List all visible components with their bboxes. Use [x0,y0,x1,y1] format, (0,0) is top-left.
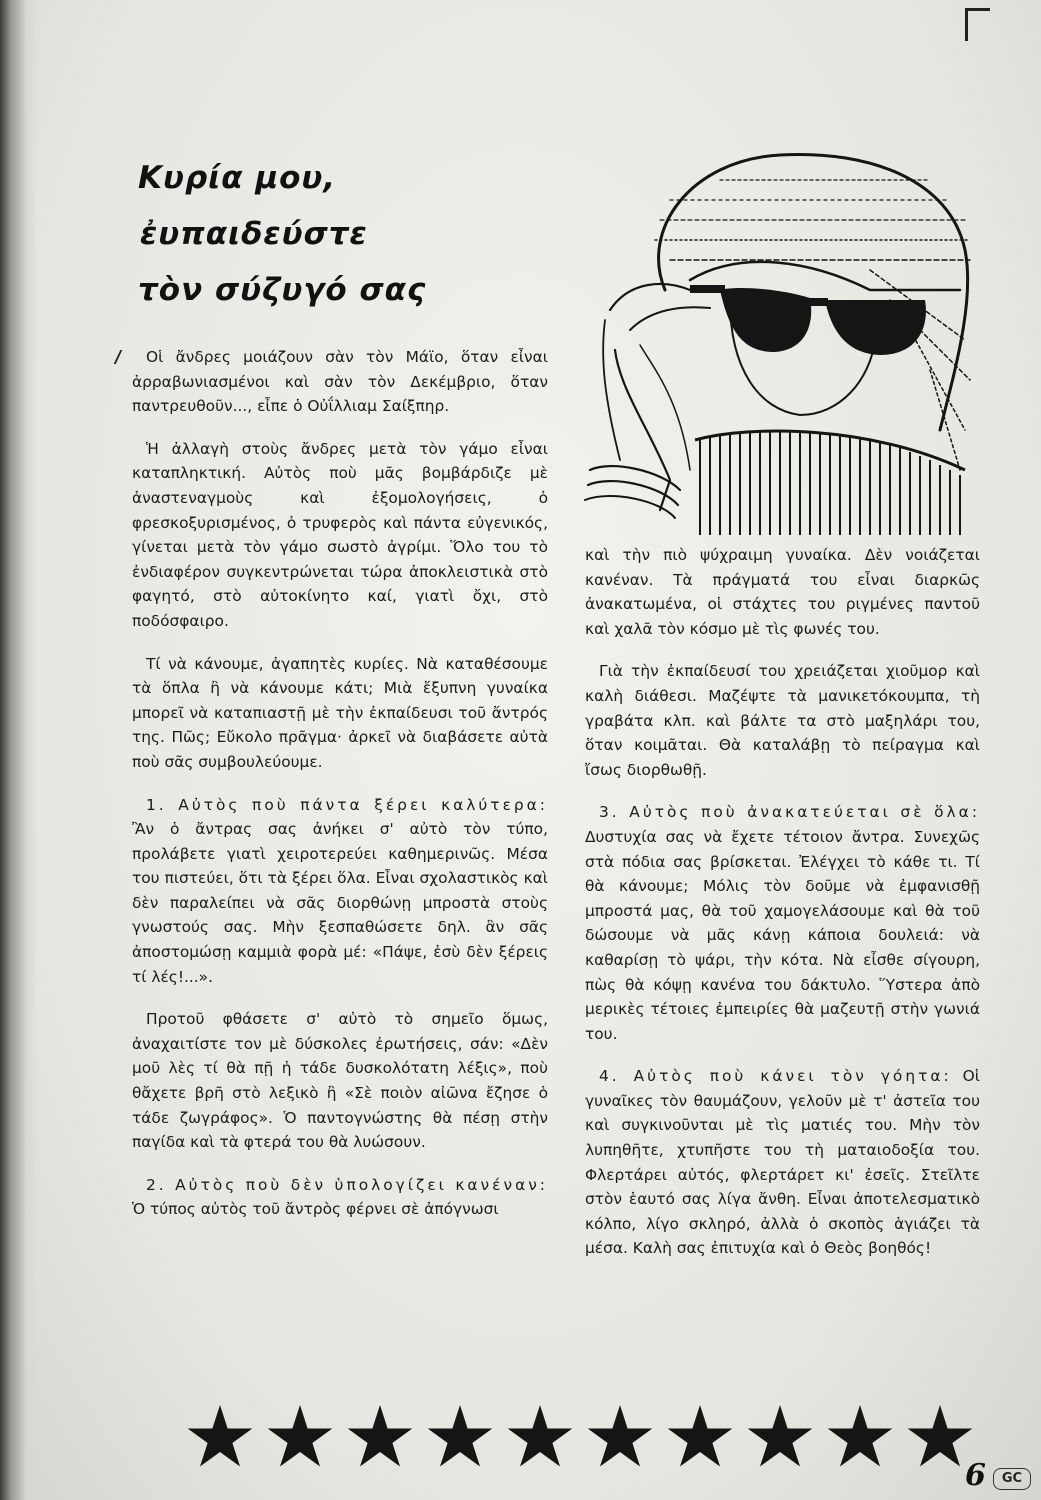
corner-mark [965,8,990,41]
intro-paragraph: Οἱ ἄνδρες μοιάζουν σὰν τὸν Μάϊο, ὅταν εἶναι ἀρραβωνιασμένοι καὶ σὰν τὸν Δεκέμβριο, ὅταν παντρευθοῦν..., εἶπε ὁ Οὐΐλλιαμ Σαίξπηρ. [132,348,548,416]
star-1 [188,1405,253,1467]
star-5 [508,1405,573,1467]
body-paragraph-3: Τί νὰ κάνουμε, ἀγαπητὲς κυρίες. Νὰ καταθέσουμε τὰ ὅπλα ἢ νὰ κάνουμε κάτι; Μιὰ ἔξυπνη γυναίκα μπορεῖ νὰ καταπιαστῇ μὲ τὴν ἐκπαίδευσι τοῦ ἄντρός της. Πῶς; Εὔκολο πρᾶγμα· ἀρκεῖ νὰ διαβάσετε αὐτὰ ποὺ σᾶς συμβουλεύουμε. [132,654,548,771]
section-1 [132,793,548,990]
star-9 [828,1405,893,1467]
star-4 [428,1405,493,1467]
section-2 [132,1173,548,1222]
section-2-heading: 2. Αὐτὸς ποὺ δὲν ὑπολογίζει κανέναν: [146,1175,548,1194]
star-10 [908,1405,973,1467]
star-border [180,1395,980,1475]
woman-sunglasses-illustration [570,140,980,540]
section-4 [585,1064,980,1261]
section-2-text: Ὁ τύπος αὐτὸς τοῦ ἄντρὸς φέρνει σὲ ἀπόγνωσι [132,1200,499,1219]
gc-logo: GC [993,1468,1031,1490]
page-edge-shadow [0,0,38,1500]
title-line-2: ἐυπαιδεύστε [140,216,368,252]
right-column [585,543,980,1279]
section-4-text: Οἱ γυναῖκες τὸν θαυμάζουν, γελοῦν μὲ τ' ἀστεῖα του καὶ συγκινοῦνται μὲ τὶς ματιές του. Μὴν τὸν λυπηθῆτε, χτυπῆστε του τὴ ματαιοδοξία του. Φλερτάρει αὐτός, φλερτάρετ κι' ἐσεῖς. Στεῖλτε στὸν ἑαυτό σας λίγα ἄνθη. Εἶναι ἀποτελεσματικὸ κόλπο, λίγο σκληρό, ἀλλὰ ὁ σκοπὸς ἁγιάζει τὰ μέσα. Καλὴ σας ἐπιτυχία καὶ ὁ Θεὸς βοηθός! [585,1067,980,1258]
paragraph-mark [114,350,131,364]
section-1-heading: 1. Αὐτὸς ποὺ πάντα ξέρει καλύτερα: [146,795,548,814]
section-3 [585,800,980,1046]
section-2-continued: καὶ τὴν πιὸ ψύχραιμη γυναίκα. Δὲν νοιάζεται κανέναν. Τὰ πράγματά του εἶναι διαρκῶς ἀνακατωμένα, οἱ στάχτες του ριγμένες παντοῦ καὶ χαλᾶ τὸν κόσμο μὲ τὶς φωνές του. [585,546,980,638]
section-1-text: Ἂν ὁ ἄντρας σας ἀνήκει σ' αὐτὸ τὸν τύπο, προλάβετε γιατὶ χειροτερεύει καθημερινῶς. Μέσα του πιστεύει, ὅτι τὰ ξέρει ὅλα. Εἶναι σχολαστικὸς καὶ δὲν παραλείπει νὰ σᾶς διορθώνῃ μπροστὰ στοὺς γνωστούς σας. Μὴν ξεσπαθώσετε δηλ. ἂν σᾶς ἀποστομώσῃ καμμιὰ φορὰ μέ: «Πάψε, ἐσὺ δὲν ξέρεις τί λές!...». [132,820,548,986]
section-3-text: Δυστυχία σας νὰ ἔχετε τέτοιον ἄντρα. Συνεχῶς στὰ πόδια σας βρίσκεται. Ἐλέγχει τὸ κάθε τι. Τί θὰ κάνουμε; Μόλις τὸν δοῦμε νὰ ἐμφανισθῇ μπροστά μας, θὰ τοῦ χαμογελάσουμε καὶ θὰ τοῦ δώσουμε νὰ μᾶς κάνῃ κάποια δουλειά: νὰ καθαρίσῃ τὸ ψάρι, τὴν κότα. Νὰ εἶσθε σίγουρη, πὼς θὰ κόψῃ κανένα του δάκτυλο. Ὕστερα ἀπὸ μερικὲς τέτοιες ἐμπειρίες θὰ μαζευτῇ στὴν γωνιά του. [585,827,980,1043]
star-3 [348,1405,413,1467]
left-column [132,345,548,1240]
star-8 [748,1405,813,1467]
star-2 [268,1405,333,1467]
star-7 [668,1405,733,1467]
star-6 [588,1405,653,1467]
section-3-heading: 3. Αὐτὸς ποὺ ἀνακατεύεται σὲ ὅλα: [599,803,980,822]
title-line-1: Κυρία μου, [138,160,337,196]
section-4-heading: 4. Αὐτὸς ποὺ κάνει τὸν γόητα: [599,1067,952,1086]
article-title [138,150,468,318]
title-line-3: τὸν σύζυγό σας [138,272,427,308]
section-2-text-2: Γιὰ τὴν ἐκπαίδευσί του χρειάζεται χιοῦμορ καὶ καλὴ διάθεσι. Μαζέψτε τὰ μανικετόκουμπα, τὴ γραβάτα κλπ. καὶ βάλτε τα στὸ μαξηλάρι του, ὅταν κοιμᾶται. Θὰ καταλάβῃ τὸ πείραγμα καὶ ἴσως διορθωθῇ. [585,662,980,779]
section-1-text-2: Προτοῦ φθάσετε σ' αὐτὸ τὸ σημεῖο ὅμως, ἀναχαιτίστε τον μὲ δύσκολες ἐρωτήσεις, σάν: «Δὲν μοῦ λὲς τί θὰ πῇ ἡ τάδε δυσκολότατη λέξις», ποὺ θἄχετε βρῆ στὸ λεξικὸ ἢ «Σὲ ποιὸν αἰῶνα ἔζησε ὁ τάδε ζωγράφος». Ὁ παντογνώστης θὰ πέσῃ στὴν παγίδα καὶ τὰ φτερά του θὰ λυώσουν. [132,1010,548,1152]
page-number: 6 [965,1458,986,1493]
body-paragraph-2: Ἡ ἀλλαγὴ στοὺς ἄνδρες μετὰ τὸν γάμο εἶναι καταπληκτική. Αὐτὸς ποὺ μᾶς βομβάρδιζε μὲ ἀναστεναγμοὺς καὶ ἐξομολογήσεις, ὁ φρεσκοξυρισμένος, ὁ τρυφερὸς καὶ πάντα εὐγενικός, γίνεται μετὰ τὸν γάμο σωστὸ ἀγρίμι. Ὅλο του τὸ ἐνδιαφέρον συγκεντρώνεται τώρα ἀποκλειστικὰ στὸ φαγητό, στὸ αὐτοκίνητο καί, γιατὶ ὄχι, στὸ ποδόσφαιρο. [132,439,548,630]
